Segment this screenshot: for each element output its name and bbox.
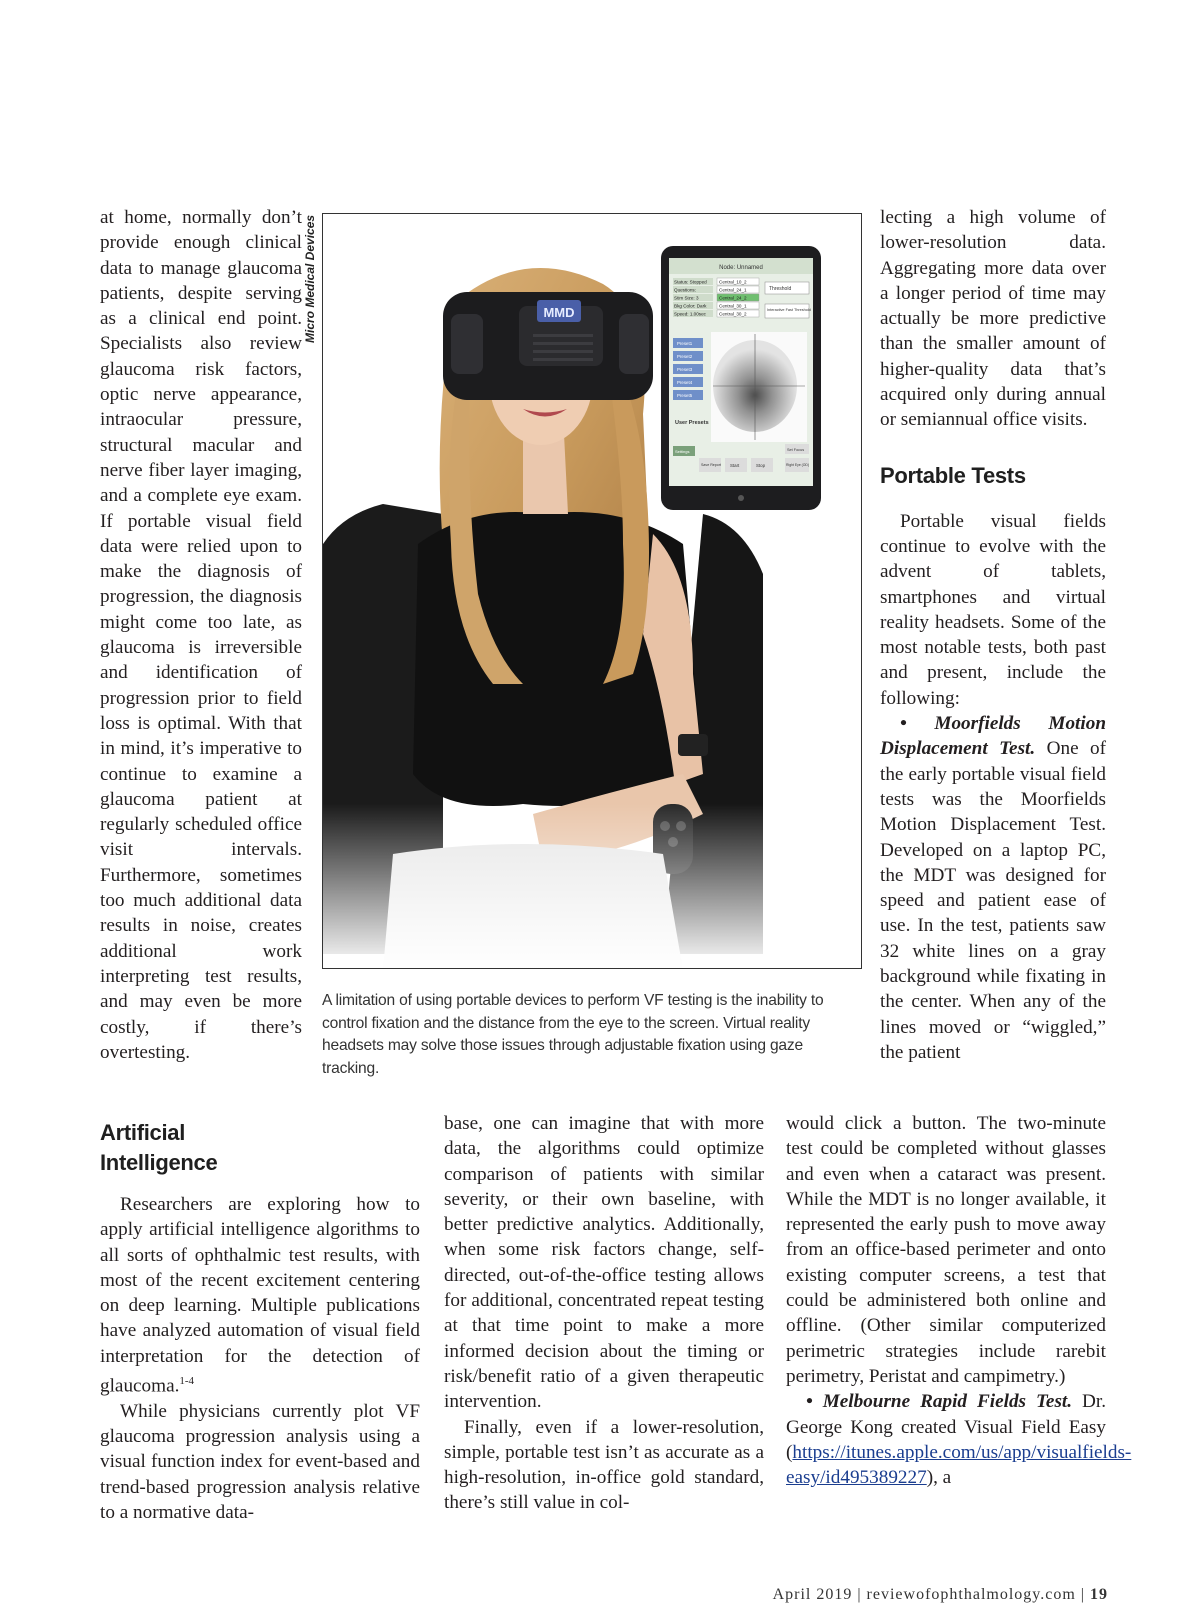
footer-separator: | <box>857 1586 862 1603</box>
column-left-top <box>100 205 302 1065</box>
bullet-title: • Moorfields Motion Displacement Test. <box>880 713 1106 760</box>
body-paragraph: Portable visual fields continue to evolve with the advent of tablets, smartphones and virtual reality headsets. Some of the most notable tests, both past and present, include the following: <box>880 510 1106 709</box>
heading-line: Intelligence <box>100 1150 218 1175</box>
photo-credit: Micro Medical Devices <box>303 214 317 343</box>
page-number: 19 <box>1090 1586 1108 1603</box>
footer-separator: | <box>1080 1586 1085 1603</box>
page-footer <box>773 1586 1108 1604</box>
body-paragraph: lecting a high volume of lower-resolution data. Aggregating more data over a longer period of time may actually be more predictive than the smaller amount of higher-quality data that’s acquired only during annual or semiannual office visits. <box>880 207 1106 431</box>
footer-date: April 2019 <box>772 1586 853 1603</box>
bullet-melbourne <box>786 1389 1132 1490</box>
footer-site: reviewofophthalmology.com <box>866 1586 1076 1603</box>
column-right-top <box>880 205 1106 1065</box>
body-paragraph: at home, normally don’t provide enough clinical data to manage glaucoma patients, despite serving as a clinical end point. Specialists also review glaucoma risk factors, optic nerve appearance, intraocular pressure, structural macular and nerve fiber layer imaging, and a complete eye exam. If portable visual field data were relied upon to make the diagnosis of progression, the diagnosis might come too late, as glaucoma is irreversible and identification of progression prior to field loss is optimal. With that in mind, it’s imperative to continue to examine a glaucoma patient at regularly scheduled office visit intervals. Furthermore, sometimes too much additional data results in noise, creates additional work interpreting test results, and may even be more costly, if there’s overtesting. <box>100 207 302 1063</box>
photo-caption: A limitation of using portable devices to perform VF testing is the inability to control fixation and the distance from the eye to the screen. Virtual reality headsets may solve those issues through adjustable fixation using gaze tracking. <box>322 992 824 1077</box>
body-paragraph: base, one can imagine that with more data, the algorithms could optimize comparison of patients with similar severity, or their own baseline, with better predictive analytics. Additionally, when some risk factors change, self-directed, out-of-the-office testing allows for additional, concentrated repeat testing at that time point to make a more informed decision about the timing or risk/benefit ratio of a given therapeutic intervention. <box>444 1113 764 1413</box>
bullet-text: One of the early portable visual field tests was the Moorfields Motion Displacement Test. Developed on a laptop PC, the MDT was designed for speed and patient ease of use. In the test, patients saw 32 white lines on a gray background while fixating in the center. When any of the lines moved or “wiggled,” the patient <box>880 738 1107 1063</box>
column-3-bottom <box>786 1111 1132 1490</box>
paragraph-text: Researchers are exploring how to apply artificial intelligence algorithms to all sorts of ophthalmic test results, with most of the recent excitement centering on deep learning. Multiple publications have analyzed automation of visual field interpretation for the detection of glaucoma. <box>100 1194 420 1397</box>
app-store-link[interactable]: https://itunes.apple.com/us/app/visualfields-easy/id495389227 <box>786 1441 1132 1489</box>
column-2-bottom <box>444 1111 764 1516</box>
bullet-text: Dr. George Kong created Visual Field Easy ( <box>786 1391 1107 1463</box>
reference-superscript: 1-4 <box>179 1375 195 1388</box>
bullet-tail: ), a <box>926 1467 952 1489</box>
bullet-title: • Melbourne Rapid Fields Test. <box>806 1391 1073 1413</box>
photo-illustration <box>323 214 862 969</box>
photo-vr-headset <box>322 213 862 969</box>
body-paragraph <box>100 1192 420 1399</box>
body-paragraph: While physicians currently plot VF glaucoma progression analysis using a visual function index for event-based and trend-based progression analysis relative to a normative data- <box>100 1400 420 1523</box>
column-1-bottom <box>100 1118 420 1525</box>
bullet-moorfields <box>880 711 1106 1065</box>
body-paragraph: would click a button. The two-minute test could be completed without glasses and even when a cataract was present. While the MDT is no longer available, it represented the early push to move away from an office-based perimeter and onto existing computer screens, a test that could be administered both online and offline. (Other similar computerized perimetric strategies include rarebit perimetry, Peristat and campimetry.) <box>786 1113 1106 1387</box>
heading-line: Artificial <box>100 1120 186 1145</box>
section-heading-ai <box>100 1118 420 1178</box>
section-heading-portable-tests: Portable Tests <box>880 462 1026 488</box>
body-paragraph: Finally, even if a lower-resolution, simple, portable test isn’t as accurate as a high-resolution, in-office gold standard, there’s still value in col- <box>444 1416 764 1514</box>
